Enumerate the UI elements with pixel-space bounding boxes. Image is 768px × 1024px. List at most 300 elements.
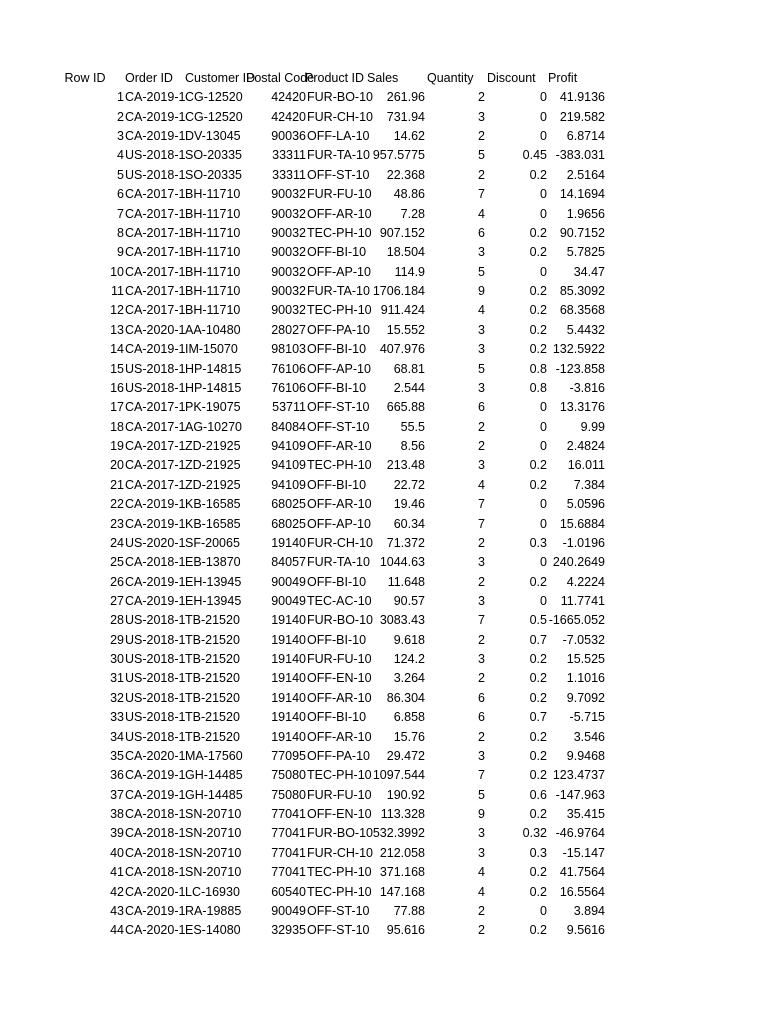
cell-quantity: 2 [478, 729, 485, 744]
cell-postal-code: 33311 [272, 148, 306, 163]
table-row [0, 282, 768, 301]
cell-order-id: CA-2019-1 [125, 768, 186, 783]
cell-sales: 1097.544 [372, 768, 425, 783]
table-row [0, 321, 768, 340]
cell-customer-id: SO-20335 [185, 167, 242, 182]
cell-quantity: 2 [478, 671, 485, 686]
cell-order-id: US-2018-1 [125, 167, 186, 182]
cell-customer-id: SO-20335 [185, 148, 242, 163]
table-row [0, 398, 768, 417]
cell-product-id: FUR-CH-10 [307, 535, 373, 550]
cell-quantity: 7 [478, 497, 485, 512]
cell-profit: 9.9468 [566, 748, 605, 763]
cell-postal-code: 68025 [271, 497, 306, 512]
cell-product-id: OFF-AP-10 [307, 264, 371, 279]
cell-quantity: 3 [478, 652, 485, 667]
table-row [0, 786, 768, 805]
cell-customer-id: BH-11710 [185, 187, 241, 202]
cell-quantity: 2 [478, 535, 485, 550]
cell-profit: 16.5564 [559, 884, 605, 899]
cell-order-id: CA-2019-1 [125, 129, 186, 144]
table-row [0, 708, 768, 727]
cell-row-id: 42 [110, 884, 124, 899]
cell-row-id: 39 [110, 826, 124, 841]
cell-quantity: 2 [478, 439, 485, 454]
cell-profit: 4.2224 [566, 574, 605, 589]
cell-postal-code: 84057 [271, 555, 306, 570]
cell-profit: -15.147 [562, 845, 605, 860]
cell-quantity: 2 [478, 574, 485, 589]
cell-discount: 0.2 [529, 477, 547, 492]
table-row [0, 379, 768, 398]
cell-sales: 532.3992 [372, 826, 425, 841]
cell-product-id: FUR-FU-10 [307, 652, 372, 667]
cell-discount: 0.2 [529, 768, 547, 783]
cell-sales: 2.544 [393, 380, 425, 395]
cell-customer-id: TB-21520 [185, 671, 240, 686]
table-row [0, 515, 768, 534]
cell-customer-id: TB-21520 [185, 710, 240, 725]
cell-profit: 15.6884 [559, 516, 605, 531]
cell-postal-code: 60540 [271, 884, 306, 899]
cell-quantity: 2 [478, 903, 485, 918]
cell-postal-code: 77041 [271, 807, 306, 822]
cell-sales: 3.264 [393, 671, 425, 686]
cell-profit: -383.031 [555, 148, 605, 163]
cell-order-id: CA-2017-1 [125, 225, 186, 240]
cell-row-id: 21 [110, 477, 124, 492]
cell-discount: 0 [540, 439, 547, 454]
table-row [0, 146, 768, 165]
cell-row-id: 18 [110, 419, 124, 434]
cell-discount: 0.2 [529, 748, 547, 763]
cell-row-id: 16 [110, 380, 124, 395]
cell-customer-id: HP-14815 [185, 361, 242, 376]
cell-row-id: 1 [117, 90, 124, 105]
cell-sales: 22.368 [386, 167, 425, 182]
cell-row-id: 17 [110, 400, 124, 415]
cell-order-id: US-2018-1 [125, 613, 186, 628]
cell-customer-id: BH-11710 [185, 206, 241, 221]
cell-customer-id: TB-21520 [185, 652, 240, 667]
cell-quantity: 2 [478, 129, 485, 144]
cell-profit: 5.4432 [566, 322, 605, 337]
cell-customer-id: GH-14485 [185, 768, 243, 783]
cell-order-id: CA-2019-1 [125, 497, 186, 512]
cell-customer-id: TB-21520 [185, 613, 240, 628]
cell-discount: 0 [540, 593, 547, 608]
cell-quantity: 3 [478, 826, 485, 841]
cell-profit: -5.715 [569, 710, 605, 725]
cell-product-id: OFF-AR-10 [307, 690, 372, 705]
cell-row-id: 23 [110, 516, 124, 531]
cell-customer-id: AG-10270 [185, 419, 242, 434]
cell-sales: 147.168 [379, 884, 425, 899]
cell-product-id: FUR-TA-10 [307, 284, 370, 299]
cell-product-id: OFF-BI-10 [307, 710, 367, 725]
cell-order-id: CA-2017-1 [125, 458, 186, 473]
cell-product-id: OFF-AP-10 [307, 361, 371, 376]
cell-order-id: CA-2019-1 [125, 342, 186, 357]
cell-postal-code: 90032 [271, 303, 306, 318]
cell-row-id: 26 [110, 574, 124, 589]
cell-sales: 7.28 [400, 206, 425, 221]
cell-order-id: US-2018-1 [125, 671, 186, 686]
cell-row-id: 15 [110, 361, 124, 376]
header-customer-id: Customer ID [185, 71, 256, 85]
cell-product-id: OFF-BI-10 [307, 342, 367, 357]
cell-discount: 0.3 [529, 845, 547, 860]
cell-order-id: CA-2018-1 [125, 555, 186, 570]
cell-quantity: 2 [478, 923, 485, 938]
cell-order-id: CA-2018-1 [125, 865, 186, 880]
cell-product-id: FUR-CH-10 [307, 845, 373, 860]
cell-sales: 60.34 [393, 516, 425, 531]
cell-discount: 0 [540, 109, 547, 124]
cell-sales: 957.5775 [372, 148, 425, 163]
table-row [0, 185, 768, 204]
cell-postal-code: 84084 [271, 419, 306, 434]
cell-profit: -46.9764 [555, 826, 605, 841]
cell-postal-code: 75080 [271, 768, 306, 783]
cell-row-id: 5 [117, 167, 124, 182]
cell-product-id: FUR-FU-10 [307, 187, 372, 202]
cell-customer-id: IM-15070 [185, 342, 238, 357]
cell-row-id: 6 [117, 187, 124, 202]
cell-profit: 6.8714 [566, 129, 605, 144]
cell-order-id: US-2018-1 [125, 710, 186, 725]
cell-product-id: FUR-CH-10 [307, 109, 373, 124]
table-row [0, 301, 768, 320]
cell-postal-code: 90032 [271, 245, 306, 260]
cell-order-id: US-2018-1 [125, 729, 186, 744]
cell-postal-code: 19140 [271, 652, 306, 667]
cell-sales: 1044.63 [379, 555, 425, 570]
cell-row-id: 34 [110, 729, 124, 744]
cell-row-id: 32 [110, 690, 124, 705]
cell-quantity: 2 [478, 90, 485, 105]
cell-profit: 9.5616 [566, 923, 605, 938]
cell-quantity: 3 [478, 380, 485, 395]
cell-discount: 0 [540, 206, 547, 221]
cell-profit: 219.582 [559, 109, 605, 124]
cell-profit: 9.7092 [566, 690, 605, 705]
cell-quantity: 6 [478, 225, 485, 240]
cell-postal-code: 90049 [271, 593, 306, 608]
header-postal-code: Postal Code [246, 71, 315, 85]
cell-discount: 0 [540, 497, 547, 512]
cell-customer-id: ZD-21925 [185, 458, 241, 473]
cell-product-id: FUR-BO-10 [307, 613, 373, 628]
cell-order-id: CA-2017-1 [125, 477, 186, 492]
table-row [0, 805, 768, 824]
cell-profit: 85.3092 [559, 284, 605, 299]
cell-order-id: CA-2019-1 [125, 574, 186, 589]
cell-quantity: 4 [478, 477, 485, 492]
cell-quantity: 3 [478, 845, 485, 860]
cell-customer-id: KB-16585 [185, 516, 241, 531]
cell-quantity: 3 [478, 458, 485, 473]
cell-postal-code: 90032 [271, 225, 306, 240]
table-row [0, 669, 768, 688]
cell-sales: 371.168 [379, 865, 425, 880]
cell-customer-id: RA-19885 [185, 903, 242, 918]
cell-row-id: 44 [110, 923, 124, 938]
cell-customer-id: DV-13045 [185, 129, 241, 144]
cell-discount: 0.2 [529, 245, 547, 260]
cell-postal-code: 94109 [271, 439, 306, 454]
cell-row-id: 37 [110, 787, 124, 802]
table-row [0, 437, 768, 456]
cell-row-id: 41 [110, 865, 124, 880]
cell-discount: 0.2 [529, 225, 547, 240]
cell-profit: -1665.052 [548, 613, 605, 628]
cell-profit: 41.9136 [559, 90, 605, 105]
cell-profit: 123.4737 [552, 768, 605, 783]
cell-row-id: 25 [110, 555, 124, 570]
cell-profit: -147.963 [555, 787, 605, 802]
cell-order-id: CA-2017-1 [125, 245, 186, 260]
cell-order-id: CA-2017-1 [125, 284, 186, 299]
cell-postal-code: 77041 [271, 845, 306, 860]
cell-postal-code: 42420 [271, 109, 306, 124]
table-row [0, 127, 768, 146]
cell-postal-code: 32935 [271, 923, 306, 938]
cell-product-id: OFF-ST-10 [307, 167, 370, 182]
cell-sales: 731.94 [386, 109, 425, 124]
cell-discount: 0.8 [529, 361, 547, 376]
cell-postal-code: 53711 [272, 400, 306, 415]
cell-discount: 0 [540, 264, 547, 279]
cell-order-id: US-2018-1 [125, 690, 186, 705]
cell-customer-id: TB-21520 [185, 690, 240, 705]
cell-quantity: 3 [478, 593, 485, 608]
cell-product-id: OFF-BI-10 [307, 380, 367, 395]
cell-profit: -7.0532 [562, 632, 605, 647]
cell-order-id: CA-2019-1 [125, 787, 186, 802]
cell-row-id: 31 [110, 671, 124, 686]
cell-profit: 41.7564 [559, 865, 605, 880]
cell-product-id: OFF-AP-10 [307, 516, 371, 531]
cell-discount: 0.2 [529, 322, 547, 337]
cell-sales: 77.88 [393, 903, 425, 918]
cell-quantity: 5 [478, 361, 485, 376]
cell-customer-id: LC-16930 [185, 884, 240, 899]
cell-order-id: US-2018-1 [125, 380, 186, 395]
cell-sales: 261.96 [386, 90, 425, 105]
cell-sales: 18.504 [386, 245, 425, 260]
cell-row-id: 38 [110, 807, 124, 822]
cell-product-id: FUR-BO-10 [307, 826, 373, 841]
header-profit: Profit [548, 71, 578, 85]
cell-customer-id: GH-14485 [185, 787, 243, 802]
cell-sales: 9.618 [393, 632, 425, 647]
cell-discount: 0 [540, 400, 547, 415]
cell-product-id: TEC-PH-10 [307, 225, 372, 240]
cell-product-id: OFF-ST-10 [307, 419, 370, 434]
table-row [0, 592, 768, 611]
cell-product-id: TEC-AC-10 [307, 593, 372, 608]
cell-profit: 2.4824 [566, 439, 605, 454]
cell-product-id: OFF-AR-10 [307, 497, 372, 512]
cell-quantity: 4 [478, 865, 485, 880]
cell-row-id: 9 [117, 245, 124, 260]
cell-profit: 2.5164 [566, 167, 605, 182]
cell-profit: 5.7825 [566, 245, 605, 260]
cell-order-id: US-2018-1 [125, 632, 186, 647]
cell-customer-id: CG-12520 [185, 90, 243, 105]
cell-order-id: CA-2020-1 [125, 748, 186, 763]
cell-quantity: 9 [478, 807, 485, 822]
cell-sales: 29.472 [386, 748, 425, 763]
cell-customer-id: EB-13870 [185, 555, 241, 570]
cell-order-id: CA-2020-1 [125, 322, 186, 337]
cell-profit: 5.0596 [566, 497, 605, 512]
cell-product-id: OFF-AR-10 [307, 729, 372, 744]
cell-sales: 1706.184 [372, 284, 425, 299]
cell-order-id: CA-2017-1 [125, 400, 186, 415]
cell-quantity: 6 [478, 400, 485, 415]
cell-product-id: OFF-AR-10 [307, 206, 372, 221]
cell-order-id: CA-2019-1 [125, 90, 186, 105]
cell-quantity: 6 [478, 710, 485, 725]
cell-order-id: CA-2020-1 [125, 884, 186, 899]
cell-customer-id: SN-20710 [185, 807, 242, 822]
cell-discount: 0.45 [522, 148, 547, 163]
cell-sales: 3083.43 [379, 613, 425, 628]
table-row [0, 689, 768, 708]
table-row [0, 224, 768, 243]
cell-order-id: CA-2018-1 [125, 826, 186, 841]
table-row [0, 573, 768, 592]
cell-row-id: 13 [110, 322, 124, 337]
cell-quantity: 7 [478, 768, 485, 783]
cell-discount: 0.2 [529, 167, 547, 182]
cell-order-id: US-2018-1 [125, 148, 186, 163]
cell-customer-id: KB-16585 [185, 497, 241, 512]
cell-discount: 0.2 [529, 884, 547, 899]
cell-sales: 22.72 [393, 477, 425, 492]
cell-discount: 0 [540, 90, 547, 105]
cell-discount: 0.2 [529, 690, 547, 705]
cell-discount: 0.2 [529, 807, 547, 822]
cell-postal-code: 75080 [271, 787, 306, 802]
cell-quantity: 7 [478, 516, 485, 531]
table-row [0, 921, 768, 940]
cell-product-id: OFF-EN-10 [307, 671, 372, 686]
cell-customer-id: CG-12520 [185, 109, 243, 124]
cell-profit: 34.47 [573, 264, 605, 279]
table-row [0, 360, 768, 379]
cell-postal-code: 19140 [271, 729, 306, 744]
cell-sales: 907.152 [379, 225, 425, 240]
table-row [0, 902, 768, 921]
cell-product-id: OFF-ST-10 [307, 903, 370, 918]
cell-sales: 911.424 [380, 303, 425, 318]
cell-order-id: CA-2020-1 [125, 923, 186, 938]
cell-sales: 48.86 [393, 187, 425, 202]
cell-product-id: TEC-PH-10 [307, 865, 372, 880]
cell-discount: 0.8 [529, 380, 547, 395]
cell-quantity: 2 [478, 419, 485, 434]
cell-discount: 0.2 [529, 284, 547, 299]
cell-order-id: CA-2018-1 [125, 845, 186, 860]
cell-product-id: OFF-BI-10 [307, 245, 367, 260]
table-row [0, 747, 768, 766]
cell-customer-id: BH-11710 [185, 284, 241, 299]
cell-product-id: TEC-PH-10 [307, 458, 372, 473]
cell-postal-code: 90036 [271, 129, 306, 144]
cell-profit: 1.1016 [566, 671, 605, 686]
cell-product-id: FUR-TA-10 [307, 148, 370, 163]
cell-quantity: 3 [478, 109, 485, 124]
cell-profit: 11.7741 [560, 593, 605, 608]
cell-postal-code: 94109 [271, 458, 306, 473]
cell-quantity: 3 [478, 555, 485, 570]
cell-discount: 0.32 [522, 826, 547, 841]
cell-postal-code: 90032 [271, 284, 306, 299]
cell-discount: 0.2 [529, 458, 547, 473]
cell-row-id: 28 [110, 613, 124, 628]
table-row [0, 418, 768, 437]
header-product-id: Product ID [305, 71, 365, 85]
table-row [0, 883, 768, 902]
cell-order-id: CA-2017-1 [125, 187, 186, 202]
table-row [0, 650, 768, 669]
cell-order-id: US-2018-1 [125, 361, 186, 376]
header-row [0, 69, 768, 88]
table-row [0, 108, 768, 127]
cell-discount: 0 [540, 129, 547, 144]
cell-row-id: 12 [110, 303, 124, 318]
header-quantity: Quantity [427, 71, 474, 85]
cell-order-id: CA-2017-1 [125, 206, 186, 221]
cell-customer-id: BH-11710 [185, 264, 241, 279]
table-row [0, 456, 768, 475]
cell-sales: 114.9 [394, 264, 425, 279]
cell-sales: 55.5 [400, 419, 425, 434]
cell-quantity: 5 [478, 787, 485, 802]
cell-discount: 0 [540, 187, 547, 202]
cell-profit: 1.9656 [566, 206, 605, 221]
cell-discount: 0.2 [529, 671, 547, 686]
cell-product-id: OFF-ST-10 [307, 400, 370, 415]
cell-order-id: CA-2018-1 [125, 807, 186, 822]
cell-product-id: TEC-PH-10 [307, 303, 372, 318]
cell-sales: 95.616 [386, 923, 425, 938]
cell-profit: -1.0196 [562, 535, 605, 550]
cell-customer-id: BH-11710 [185, 225, 241, 240]
cell-row-id: 33 [110, 710, 124, 725]
cell-postal-code: 90049 [271, 574, 306, 589]
cell-row-id: 3 [117, 129, 124, 144]
cell-product-id: OFF-BI-10 [307, 632, 367, 647]
cell-customer-id: SN-20710 [185, 865, 242, 880]
cell-quantity: 2 [478, 167, 485, 182]
cell-product-id: OFF-AR-10 [307, 439, 372, 454]
cell-profit: 15.525 [566, 652, 605, 667]
cell-discount: 0.6 [529, 787, 547, 802]
cell-profit: 13.3176 [559, 400, 605, 415]
cell-sales: 15.552 [386, 322, 425, 337]
table-row [0, 205, 768, 224]
cell-sales: 86.304 [386, 690, 425, 705]
cell-quantity: 5 [478, 264, 485, 279]
cell-discount: 0.3 [529, 535, 547, 550]
table-row [0, 553, 768, 572]
cell-discount: 0 [540, 419, 547, 434]
cell-profit: -3.816 [569, 380, 605, 395]
